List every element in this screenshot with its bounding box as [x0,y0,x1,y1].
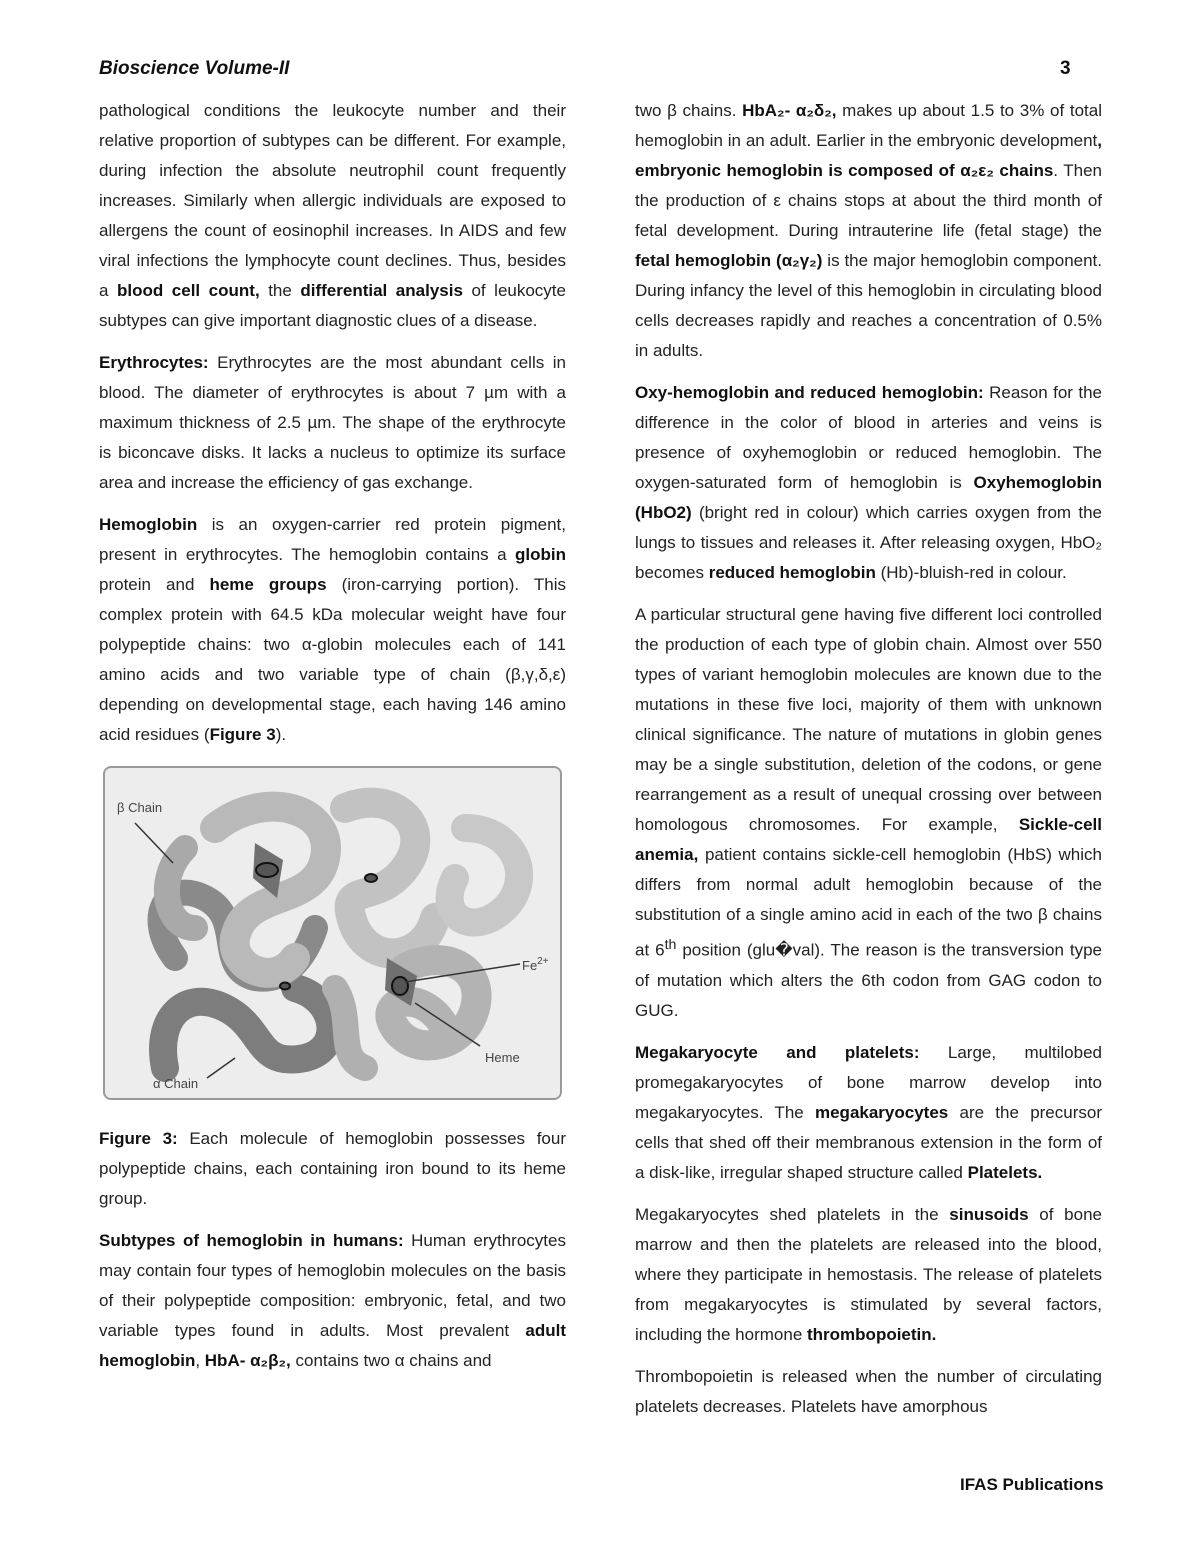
paragraph-variant-hemoglobin: A particular structural gene having five different loci controlled the production of each type of globin chain. Almost over 550 types of variant hemoglobin molecules are known due to the mutations in these five loci, majority of them with unknown clinical significance. The nature of mutations in globin genes may be a single substitution, deletion of the codons, or gene rearrangement as a result of unequal crossing over between homologous chromosomes. For example, Sickle-cell anemia, patient contains sickle-cell hemoglobin (HbS) which differs from normal adult hemoglobin because of the substitution of a single amino acid in each of the two β chains at 6th position (glu�val). The reason is the transversion type of mutation which alters the 6th codon from GAG codon to GUG. [635,605,1102,1020]
hemoglobin-illustration [105,768,560,1098]
right-column [635,96,1102,1434]
paragraph-thrombopoietin: Thrombopoietin is released when the number of circulating platelets decreases. Platelets have amorphous [635,1366,1102,1416]
alpha-chain-label: α Chain [153,1076,199,1091]
alpha-chain-tube [163,988,330,1068]
paragraph-oxyhemoglobin: Oxy-hemoglobin and reduced hemoglobin: Reason for the difference in the color of blood in arteries and veins is presence of oxyhemoglobin or reduced hemoglobin. The oxygen-saturated form of hemoglobin is Oxyhemoglobin (HbO2) (bright red in colour) which carries oxygen from the lungs to tissues and releases it. After releasing oxygen, HbO₂ becomes reduced hemoglobin (Hb)-bluish-red in colour. [635,383,1102,582]
iron-atom [280,983,290,990]
page-number: 3 [1060,58,1071,79]
paragraph-hemoglobin-subtypes: Subtypes of hemoglobin in humans: Human erythrocytes may contain four types of hemoglobin molecules on the basis of their polypeptide composition: embryonic, fetal, and two variable types found in adults. Most prevalent adult hemoglobin, HbA- α₂β₂, contains two α chains and [99,1231,566,1370]
iron-atom [256,863,278,877]
heme-label: Heme [485,1050,520,1065]
footer-publisher: IFAS Publications [960,1475,1104,1494]
beta-leader-line [135,823,173,863]
paragraph-leukocyte-analysis: pathological conditions the leukocyte number and their relative proportion of subtypes can be different. For example, during infection the absolute neutrophil count frequently increases. Similarly when allergic individuals are exposed to allergens the count of eosinophil increases. In AIDS and few viral infections the lymphocyte count declines. Thus, besides a blood cell count, the differential analysis of leukocyte subtypes can give important diagnostic clues of a disease. [99,101,566,330]
paragraph-hemoglobin: Hemoglobin is an oxygen-carrier red protein pigment, present in erythrocytes. The hemoglobin contains a globin protein and heme groups (iron-carrying portion). This complex protein with 64.5 kDa molecular weight have four polypeptide chains: two α-globin molecules each of 141 amino acids and two variable type of chain (β,γ,δ,ε) depending on developmental stage, each having 146 amino acid residues (Figure 3). [99,515,566,744]
fe-label: $Fe^{2+}$ [522,956,549,973]
paragraph-hemoglobin-subtypes-cont: two β chains. HbA₂- α₂δ₂, makes up about 1.5 to 3% of total hemoglobin in an adult. Earlier in the embryonic development, embryonic hemoglobin is composed of α₂ε₂ chains. Then the production of ε chains stops at about the third month of fetal development. During intrauterine life (fetal stage) the fetal hemoglobin (α₂γ₂) is the major hemoglobin component. During infancy the level of this hemoglobin in circulating blood cells decreases rapidly and reaches a concentration of 0.5% in adults. [635,101,1103,360]
iron-atom [365,874,377,882]
iron-atom [392,977,408,995]
beta-chain-tube [345,803,435,954]
paragraph-erythrocytes: Erythrocytes: Erythrocytes are the most abundant cells in blood. The diameter of erythrocytes is about 7 µm with a maximum thickness of 2.5 µm. The shape of the erythrocyte is biconcave disks. It lacks a nucleus to optimize its surface area and increase the efficiency of gas exchange. [99,353,566,492]
beta-chain-tube [450,828,519,922]
running-header-title: Bioscience Volume-II [99,58,290,79]
paragraph-platelet-release: Megakaryocytes shed platelets in the sinusoids of bone marrow and then the platelets are released into the blood, where they participate in hemostasis. The release of platelets from megakaryocytes is stimulated by several factors, including the hormone thrombopoietin. [635,1204,1102,1344]
figure-caption: Figure 3: Each molecule of hemoglobin possesses four polypeptide chains, each containing iron bound to its heme group. [99,1129,566,1208]
beta-chain-tube [335,988,365,1068]
hemoglobin-structure-figure [103,766,562,1100]
alpha-leader-line [207,1058,235,1078]
beta-chain-label: β Chain [117,800,163,815]
left-column [99,96,566,1388]
paragraph-megakaryocyte: Megakaryocyte and platelets: Large, multilobed promegakaryocytes of bone marrow develop into megakaryocytes. The megakaryocytes are the precursor cells that shed off their membranous extension in the form of a disk-like, irregular shaped structure called Platelets. [635,1042,1102,1182]
